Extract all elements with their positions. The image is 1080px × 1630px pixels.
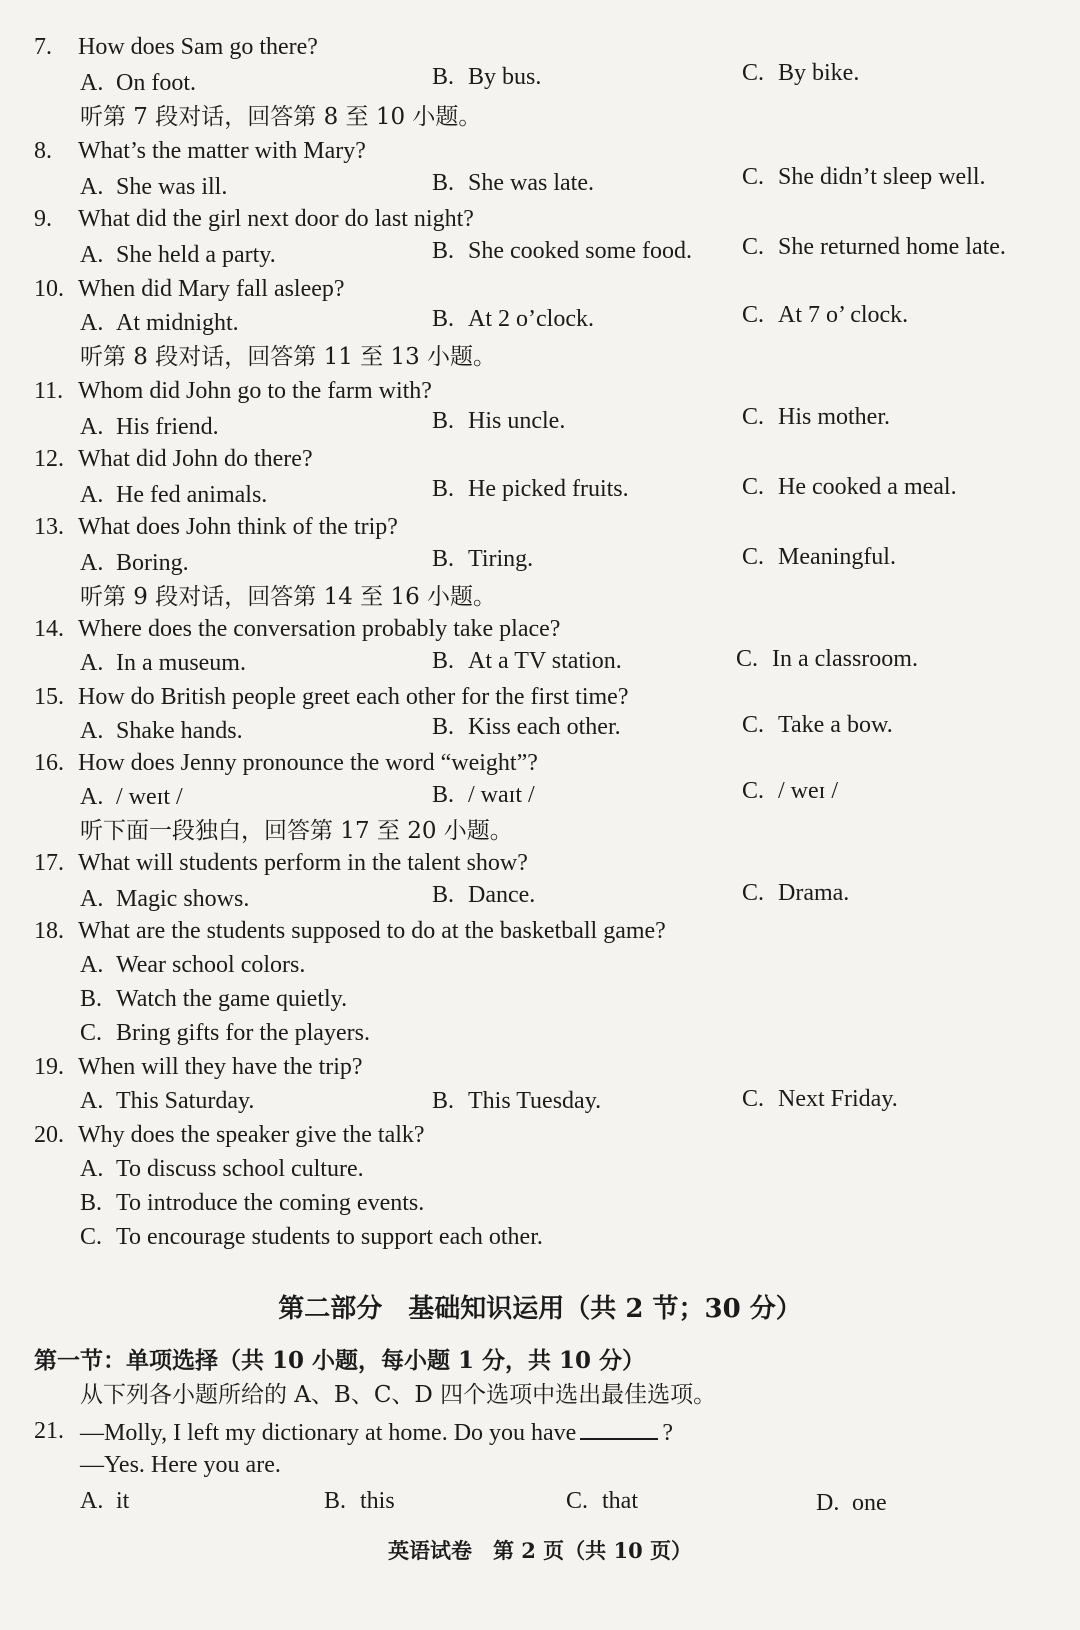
- question-number: 17.: [34, 850, 64, 876]
- option-letter: B.: [324, 1488, 347, 1514]
- option-c: [742, 876, 849, 910]
- page-footer: 英语试卷 第 2 页（共 10 页）: [387, 1538, 693, 1563]
- option-text: She was late.: [468, 170, 594, 196]
- option-letter: C.: [742, 234, 765, 260]
- question-number: 11.: [34, 378, 64, 404]
- option-a: [80, 780, 183, 814]
- question-number: 15.: [34, 684, 64, 710]
- option-a: [80, 714, 243, 748]
- question-text: What are the students supposed to do at the basketball game?: [78, 918, 666, 944]
- option-text: Shake hands.: [116, 718, 243, 744]
- option-letter: B.: [432, 1088, 455, 1114]
- question-text: Where does the conversation probably take place?: [78, 616, 561, 642]
- option-b: [324, 1484, 395, 1518]
- option-letter: B.: [432, 408, 455, 434]
- option-letter: B.: [432, 476, 455, 502]
- question-number: 8.: [34, 138, 52, 164]
- option-letter: C.: [742, 1086, 765, 1112]
- option-letter: C.: [742, 880, 765, 906]
- option-letter: C.: [742, 302, 765, 328]
- option-letter: C.: [80, 1020, 103, 1046]
- option-c: [566, 1484, 638, 1518]
- question-number: 20.: [34, 1122, 64, 1148]
- option-b: [80, 1186, 424, 1220]
- option-c: [742, 400, 890, 434]
- question-number: 12.: [34, 446, 64, 472]
- option-letter: B.: [80, 1190, 103, 1216]
- question-text: What’s the matter with Mary?: [78, 138, 366, 164]
- option-c: [742, 1082, 898, 1116]
- question-text: When will they have the trip?: [78, 1054, 363, 1080]
- question-number: 16.: [34, 750, 64, 776]
- option-b: [432, 1084, 601, 1118]
- question-text: Why does the speaker give the talk?: [78, 1122, 425, 1148]
- option-text: Tiring.: [468, 546, 534, 572]
- option-letter: A.: [80, 414, 104, 440]
- option-text: To discuss school culture.: [116, 1156, 364, 1182]
- option-text: one: [852, 1490, 887, 1516]
- question-prompt: —Molly, I left my dictionary at home. Do you have: [80, 1420, 577, 1446]
- option-text: She held a party.: [116, 242, 276, 268]
- option-c: [736, 642, 918, 676]
- question-text: [80, 1414, 673, 1450]
- option-letter: B.: [432, 882, 455, 908]
- option-letter: B.: [80, 986, 103, 1012]
- option-text: / waɪt /: [468, 782, 535, 808]
- option-b: [432, 234, 692, 268]
- option-b: [432, 710, 621, 744]
- option-letter: B.: [432, 714, 455, 740]
- option-text: This Tuesday.: [468, 1088, 602, 1114]
- option-a: [80, 948, 305, 982]
- option-text: She cooked some food.: [468, 238, 692, 264]
- option-b: [432, 542, 533, 576]
- option-letter: C.: [742, 712, 765, 738]
- option-text: At midnight.: [116, 310, 239, 336]
- option-b: [432, 60, 541, 94]
- option-letter: A.: [80, 886, 104, 912]
- option-letter: A.: [80, 784, 104, 810]
- option-c: [742, 540, 896, 574]
- option-text: At 2 o’clock.: [468, 306, 594, 332]
- listening-instruction: 听第 8 段对话，回答第 11 至 13 小题。: [80, 344, 497, 370]
- option-text: / weɪ /: [778, 778, 838, 804]
- option-a: [80, 1084, 254, 1118]
- option-a: [80, 1152, 364, 1186]
- option-d: [816, 1486, 887, 1520]
- option-text: He cooked a meal.: [778, 474, 957, 500]
- question-number: 14.: [34, 616, 64, 642]
- option-letter: B.: [432, 170, 455, 196]
- option-letter: D.: [816, 1490, 840, 1516]
- option-letter: C.: [742, 60, 765, 86]
- option-text: By bike.: [778, 60, 860, 86]
- option-text: She was ill.: [116, 174, 228, 200]
- question-text: What did the girl next door do last night?: [78, 206, 474, 232]
- dialogue-reply: —Yes. Here you are.: [80, 1452, 281, 1478]
- option-a: [80, 238, 276, 272]
- option-c: [80, 1220, 543, 1254]
- question-text: How do British people greet each other for the first time?: [78, 684, 629, 710]
- option-text: In a museum.: [116, 650, 246, 676]
- option-letter: A.: [80, 174, 104, 200]
- option-text: His uncle.: [468, 408, 566, 434]
- option-c: [742, 708, 893, 742]
- option-letter: A.: [80, 242, 104, 268]
- option-text: this: [360, 1488, 395, 1514]
- option-text: Next Friday.: [778, 1086, 898, 1112]
- option-b: [80, 982, 347, 1016]
- option-text: Watch the game quietly.: [116, 986, 348, 1012]
- question-text: What does John think of the trip?: [78, 514, 398, 540]
- option-text: In a classroom.: [772, 646, 918, 672]
- option-c: [742, 56, 859, 90]
- option-b: [432, 778, 535, 812]
- option-b: [432, 302, 594, 336]
- option-text: it: [116, 1488, 130, 1514]
- option-c: [742, 774, 838, 808]
- option-letter: B.: [432, 648, 455, 674]
- option-text: Take a bow.: [778, 712, 893, 738]
- question-number: 10.: [34, 276, 64, 302]
- part-two-title: 第二部分 基础知识运用（共 2 节；30 分）: [278, 1294, 802, 1324]
- option-letter: C.: [742, 474, 765, 500]
- option-text: He picked fruits.: [468, 476, 629, 502]
- option-letter: A.: [80, 650, 104, 676]
- listening-instruction: 听下面一段独白，回答第 17 至 20 小题。: [80, 818, 513, 844]
- option-text: She didn’t sleep well.: [778, 164, 986, 190]
- section-one-title: 第一节：单项选择（共 10 小题，每小题 1 分，共 10 分）: [34, 1347, 646, 1374]
- question-number: 7.: [34, 34, 52, 60]
- question-text: Whom did John go to the farm with?: [78, 378, 432, 404]
- listening-instruction: 听第 9 段对话，回答第 14 至 16 小题。: [80, 584, 497, 610]
- question-text: What will students perform in the talent show?: [78, 850, 528, 876]
- option-letter: C.: [80, 1224, 103, 1250]
- option-b: [432, 166, 594, 200]
- question-number: 19.: [34, 1054, 64, 1080]
- option-c: [742, 160, 986, 194]
- option-text: Boring.: [116, 550, 189, 576]
- option-letter: A.: [80, 550, 104, 576]
- option-text: Magic shows.: [116, 886, 250, 912]
- option-text: At a TV station.: [468, 648, 622, 674]
- option-letter: B.: [432, 546, 455, 572]
- option-text: By bus.: [468, 64, 542, 90]
- option-a: [80, 646, 246, 680]
- answer-blank: [580, 1414, 658, 1440]
- listening-instruction: 听第 7 段对话，回答第 8 至 10 小题。: [80, 104, 482, 130]
- question-text: How does Sam go there?: [78, 34, 318, 60]
- option-c: [742, 230, 1006, 264]
- option-b: [432, 644, 622, 678]
- option-text: Kiss each other.: [468, 714, 621, 740]
- option-letter: A.: [80, 310, 104, 336]
- option-c: [742, 470, 957, 504]
- option-letter: A.: [80, 952, 104, 978]
- option-text: To introduce the coming events.: [116, 1190, 425, 1216]
- option-letter: A.: [80, 1088, 104, 1114]
- option-letter: B.: [432, 238, 455, 264]
- option-text: Bring gifts for the players.: [116, 1020, 370, 1046]
- option-a: [80, 882, 249, 916]
- option-text: that: [602, 1488, 638, 1514]
- option-letter: B.: [432, 782, 455, 808]
- option-text: Dance.: [468, 882, 536, 908]
- option-a: [80, 66, 196, 100]
- option-letter: C.: [742, 164, 765, 190]
- option-letter: A.: [80, 482, 104, 508]
- question-text: How does Jenny pronounce the word “weight”?: [78, 750, 538, 776]
- question-number: 9.: [34, 206, 52, 232]
- option-letter: C.: [742, 778, 765, 804]
- option-b: [432, 472, 629, 506]
- option-letter: C.: [736, 646, 759, 672]
- option-text: His friend.: [116, 414, 219, 440]
- option-text: At 7 o’ clock.: [778, 302, 909, 328]
- option-text: On foot.: [116, 70, 196, 96]
- option-a: [80, 478, 267, 512]
- option-text: His mother.: [778, 404, 890, 430]
- question-text: When did Mary fall asleep?: [78, 276, 345, 302]
- option-text: Drama.: [778, 880, 850, 906]
- option-a: [80, 410, 219, 444]
- question-text: What did John do there?: [78, 446, 313, 472]
- option-b: [432, 404, 565, 438]
- option-letter: A.: [80, 1488, 104, 1514]
- option-text: / weɪt /: [116, 784, 183, 810]
- section-one-instruction: 从下列各小题所给的 A、B、C、D 四个选项中选出最佳选项。: [80, 1382, 717, 1408]
- option-b: [432, 878, 535, 912]
- option-a: [80, 170, 227, 204]
- question-mark: ?: [662, 1420, 673, 1446]
- question-number: 21.: [34, 1418, 64, 1444]
- option-letter: A.: [80, 1156, 104, 1182]
- option-text: She returned home late.: [778, 234, 1006, 260]
- option-letter: C.: [742, 404, 765, 430]
- question-number: 18.: [34, 918, 64, 944]
- option-text: He fed animals.: [116, 482, 268, 508]
- option-text: Wear school colors.: [116, 952, 306, 978]
- option-c: [80, 1016, 370, 1050]
- question-number: 13.: [34, 514, 64, 540]
- option-a: [80, 306, 239, 340]
- option-letter: C.: [742, 544, 765, 570]
- option-letter: B.: [432, 64, 455, 90]
- option-c: [742, 298, 908, 332]
- option-a: [80, 1484, 129, 1518]
- option-a: [80, 546, 189, 580]
- option-text: This Saturday.: [116, 1088, 255, 1114]
- option-text: To encourage students to support each other.: [116, 1224, 543, 1250]
- option-letter: A.: [80, 718, 104, 744]
- option-letter: C.: [566, 1488, 589, 1514]
- option-text: Meaningful.: [778, 544, 896, 570]
- option-letter: A.: [80, 70, 104, 96]
- option-letter: B.: [432, 306, 455, 332]
